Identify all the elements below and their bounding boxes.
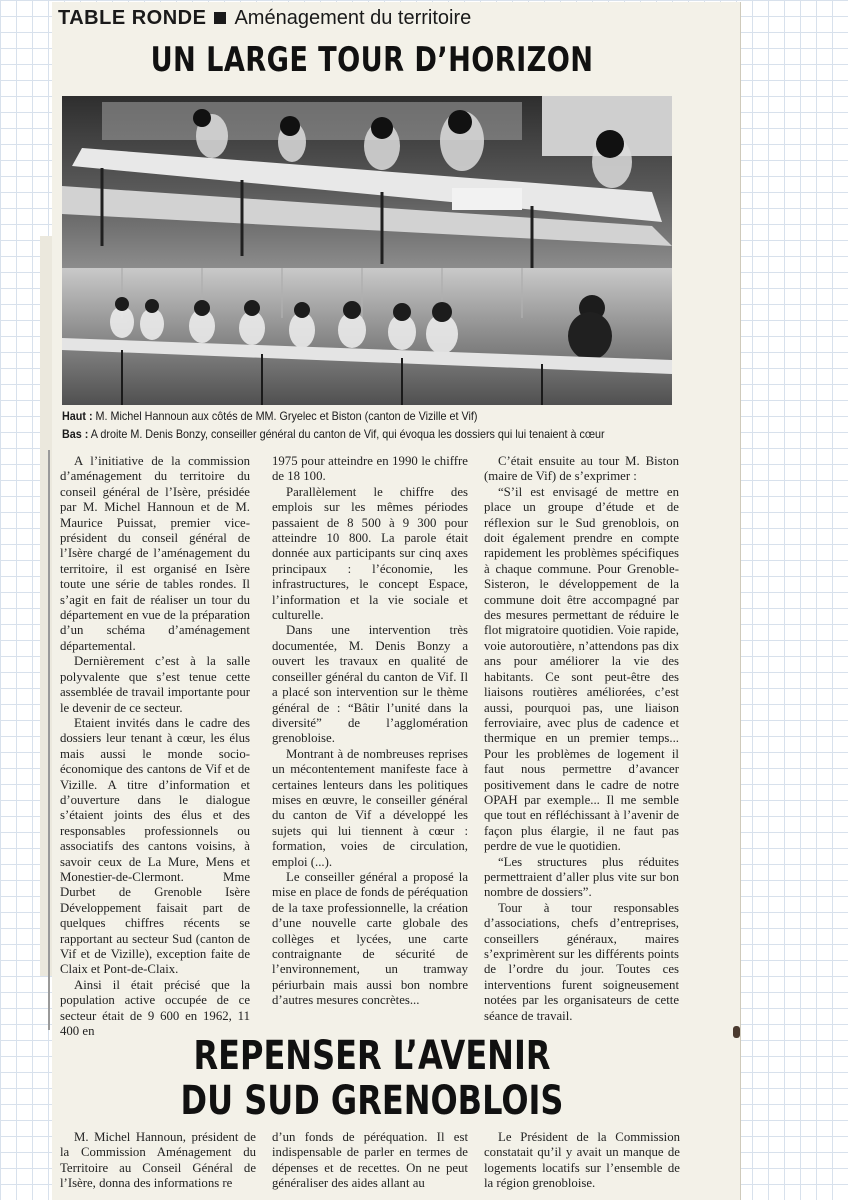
paragraph: Parallèlement le chiffre des emplois sur les mêmes périodes passaient de 8 500 à 9 300 pour atteindre 10 800. La parole était donnée aux participants sur cinq axes principaux : l’économie, les infrastructures, le concept Espace, l’information et la vie sociale et culturelle. (272, 484, 468, 623)
square-bullet-icon (214, 12, 226, 24)
article-column-1 (60, 454, 250, 1039)
second-article-column-1 (60, 1130, 256, 1192)
paragraph: Dernièrement c’est à la salle polyvalente que s’est tenue cette assemblée de travail importante pour le devenir de ce secteur. (60, 654, 250, 715)
kicker-section: TABLE RONDE (58, 6, 207, 29)
second-article-column-3 (484, 1130, 680, 1192)
paragraph: “Les structures plus réduites permettraient d’aller plus vite sur bon nombre de dossiers”. (484, 854, 679, 900)
article-column-2 (272, 454, 468, 1009)
ink-spot (733, 1026, 740, 1038)
caption-bottom-text: A droite M. Denis Bonzy, conseiller général du canton de Vif, qui évoqua les dossiers qui lui tenaient à cœur (88, 428, 605, 441)
paragraph: A l’initiative de la commission d’aménagement du territoire du conseil général de l’Isère, présidée par M. Michel Hannoun et de M. Maurice Puissat, premier vice-président du conseil général de l’Isère chargé de l’aménagement du territoire, il est organisé en Isère toute une série de tables rondes. Il s’agit en fait de réaliser un tour du département en vue de la préparation d’un schéma d’aménagement départemental. (60, 454, 250, 653)
paragraph: Le Président de la Commission constatait qu’il y avait un manque de logements locatifs sur l’ensemble de la région grenobloise. (484, 1130, 680, 1191)
paragraph: Montrant à de nombreuses reprises un mécontentement manifeste face à certaines lenteurs dans les politiques mises en œuvre, le conseiller général du canton de Vif a développé les sujets qui lui tiennent à cœur : formation, voies de circulation, emploi (...). (272, 746, 468, 869)
paragraph: C’était ensuite au tour M. Biston (maire de Vif) de s’exprimer : (484, 454, 679, 484)
paragraph: Etaient invités dans le cadre des dossiers leur tenant à cœur, les élus mais aussi le monde socio-économique des cantons de Vif et de Vizille. A titre d’information et d’ouverture dans le dialogue s’étaient joints des élus et des responsables professionnels ou associatifs des cantons voisins, à savoir ceux de La Mure, Mens et Monestier-de-Clermont. Mme Durbet de Grenoble Isère Développement faisait part de quelques chiffres récents se rapportant au secteur Sud (canton de Vif et de Vizille), exception faite de Claix et Pont-de-Claix. (60, 715, 250, 977)
section-kicker (58, 4, 471, 32)
caption-bottom-label: Bas : (62, 428, 89, 441)
second-headline-line-2: DU SUD GRENOBLOIS (180, 1078, 564, 1124)
paragraph: Le conseiller général a proposé la mise en place de fonds de péréquation de la taxe professionnelle, la création d’une nouvelle carte globale des collèges et lycées, une carte contraignante de sécurité de l’environnement, un tramway périurbain mais aussi bon nombre d’autres mesures concrètes... (272, 869, 468, 1008)
kicker-topic: Aménagement du territoire (234, 6, 472, 29)
paragraph: Ainsi il était précisé que la population active occupée de ce secteur était de 9 600 en 1962, 11 400 en (60, 977, 250, 1039)
article-column-3 (484, 454, 679, 1024)
paragraph: “S’il est envisagé de mettre en place un groupe d’étude et de réflexion sur le Sud grenoblois, on doit également prendre en compte rapidement les problèmes spécifiques à chaque commune. Pour Grenoble-Sisteron, le développement de la commune doit être accompagné par des mesures permettant de réduire le flot migratoire quotidien. Voie rapide, voie autoroutière, n’attendons pas dix ans pour améliorer la vie des habitants. Ce sont peut-être des liaisons routières améliorées, c’est aussi, pourquoi pas, une liaison ferroviaire, avec plus de cadence et thermique en un premier temps... Pour les problèmes de logement il faut nous permettre d’avancer positivement dans le cadre de notre OPAH par exemple... Il me semble que tout en réfléchissant à l’avenir de façon plus élargie, il ne faut pas perdre de vue le quotidien. (484, 484, 679, 854)
second-headline-line-1: REPENSER L’AVENIR (193, 1033, 551, 1079)
paragraph: Dans une intervention très documentée, M. Denis Bonzy a ouvert les travaux en qualité de conseiller général du canton de Vif. Il a placé son intervention sur le thème général de : “Bâtir l’unité dans la diversité” de l’agglomération grenobloise. (272, 623, 468, 746)
article-headline: UN LARGE TOUR D’HORIZON (150, 40, 594, 80)
caption-top-label: Haut : (62, 410, 93, 423)
photo-round-table-top (62, 96, 672, 268)
paragraph: Tour à tour responsables d’associations, chefs d’entreprises, conseillers généraux, maires s’exprimèrent sur les différents points de l’ordre du jour. Toutes ces interventions furent soigneusement notées par les organisateurs de cette séance de travail. (484, 900, 679, 1023)
paragraph: 1975 pour atteindre en 1990 le chiffre de 18 100. (272, 454, 468, 484)
photo-round-table-bottom (62, 268, 672, 405)
paragraph: d’un fonds de péréquation. Il est indispensable de parler en termes de dépenses et de recettes. On ne peut généraliser des aides allant au (272, 1130, 468, 1191)
caption-bottom-photo (62, 428, 639, 441)
second-article-column-2 (272, 1130, 468, 1192)
margin-mark (48, 450, 50, 1030)
caption-top-photo (62, 410, 639, 423)
caption-top-text: M. Michel Hannoun aux côtés de MM. Gryelec et Biston (canton de Vizille et Vif) (92, 410, 478, 423)
paragraph: M. Michel Hannoun, président de la Commission Aménagement du Territoire au Conseil Général de l’Isère, donna des informations re (60, 1130, 256, 1191)
